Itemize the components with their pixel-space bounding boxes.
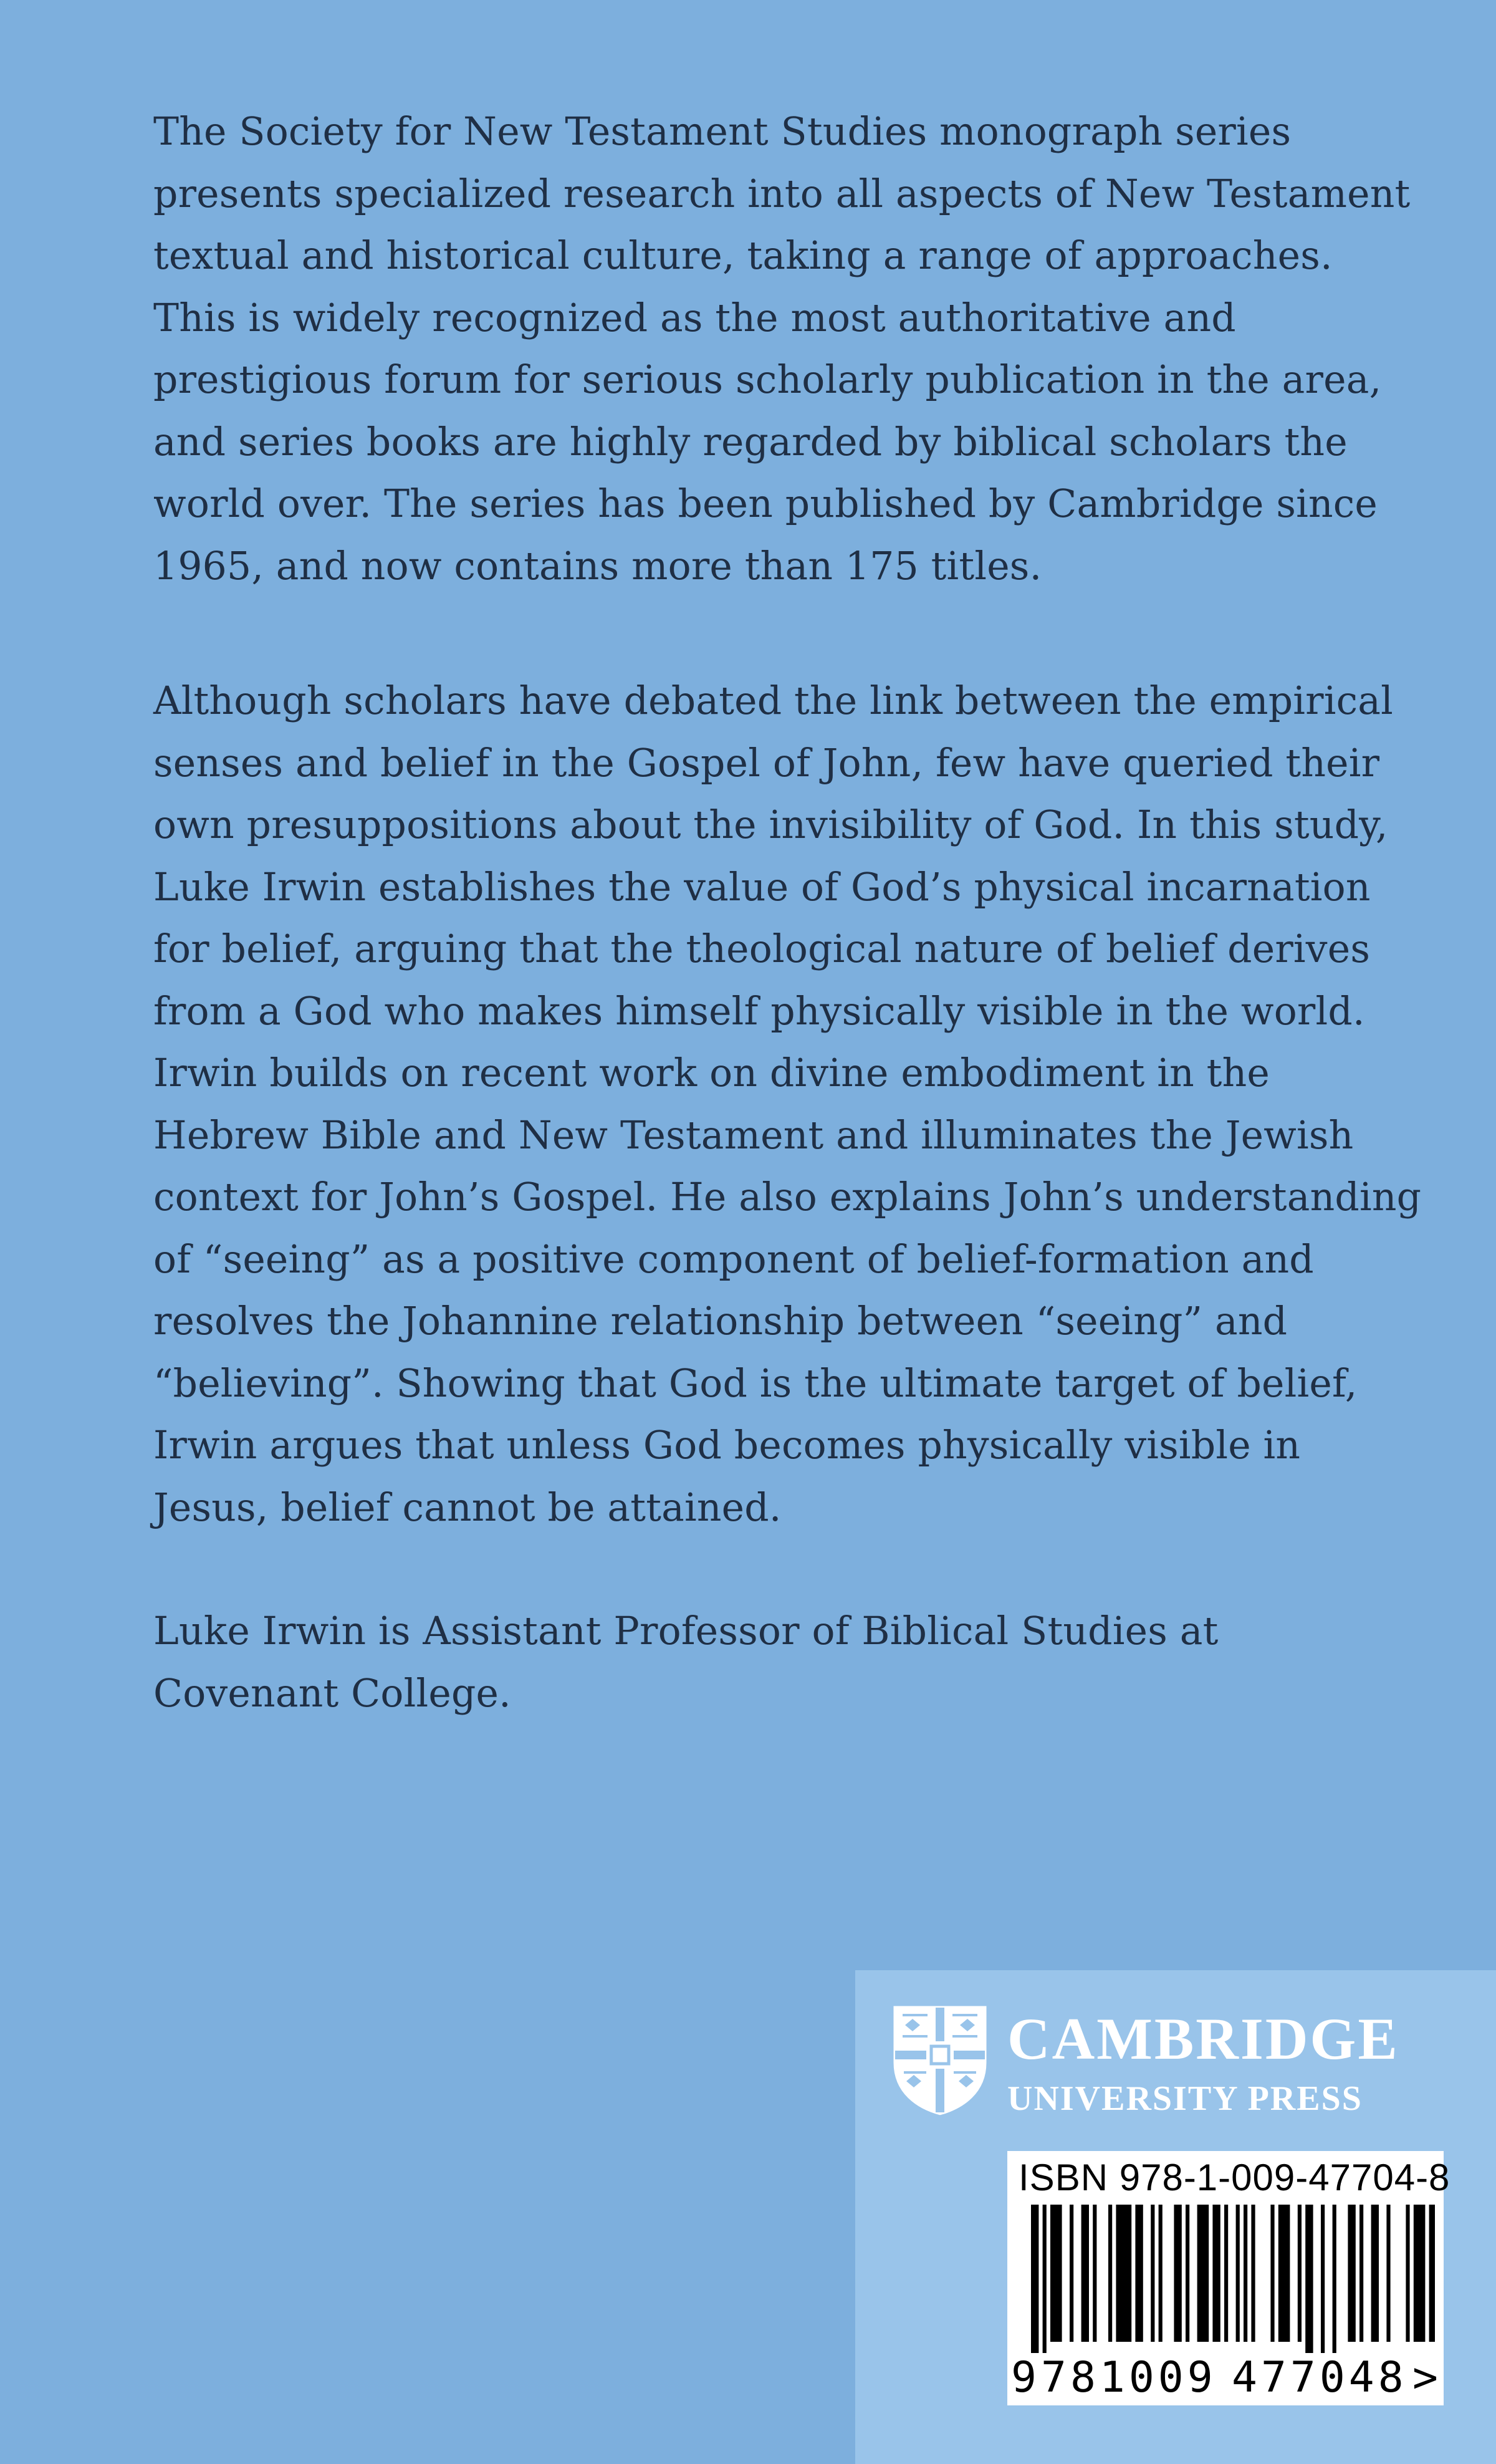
text-line: textual and historical culture, taking a range of approaches.: [153, 233, 1333, 278]
text-line: Irwin builds on recent work on divine embodiment in the: [153, 1051, 1270, 1095]
text-line: “believing”. Showing that God is the ultimate target of belief,: [153, 1360, 1358, 1406]
text-line: for belief, arguing that the theological nature of belief derives: [153, 926, 1371, 971]
cambridge-shield-icon: [890, 2003, 990, 2119]
text-line: senses and belief in the Gospel of John, few have queried their: [153, 740, 1380, 786]
isbn-label: ISBN 978-1-009-47704-8: [1019, 2157, 1450, 2198]
barcode-left-digits: 781009: [1041, 2353, 1217, 2402]
author-bio-paragraph: [153, 1600, 1444, 1725]
text-line: Irwin argues that unless God becomes physically visible in: [153, 1423, 1301, 1468]
barcode-first-digit: 9: [1011, 2353, 1037, 2402]
barcode-arrow: >: [1412, 2353, 1438, 2402]
barcode-bars: [1016, 2205, 1435, 2353]
book-description-paragraph: [153, 670, 1444, 1539]
text-line: 1965, and now contains more than 175 titles.: [153, 543, 1042, 589]
text-line: world over. The series has been published by Cambridge since: [153, 481, 1378, 526]
text-line: Jesus, belief cannot be attained.: [153, 1485, 782, 1530]
isbn-barcode: [1007, 2151, 1450, 2405]
publisher-panel: [855, 1970, 1496, 2464]
series-description-paragraph: [153, 101, 1444, 597]
text-line: and series books are highly regarded by biblical scholars the: [153, 419, 1348, 464]
text-line: resolves the Johannine relationship between “seeing” and: [153, 1299, 1288, 1344]
text-line: context for John’s Gospel. He also explains John’s understanding: [153, 1175, 1422, 1220]
text-line: This is widely recognized as the most authoritative and: [153, 295, 1236, 340]
publisher-subname: UNIVERSITY PRESS: [1007, 2079, 1363, 2118]
text-line: Luke Irwin is Assistant Professor of Biblical Studies at: [153, 1609, 1219, 1653]
publisher-logo: [890, 2003, 1461, 2127]
barcode-right-digits: 477048: [1232, 2353, 1407, 2402]
text-line: Hebrew Bible and New Testament and illuminates the Jewish: [153, 1112, 1354, 1158]
text-line: own presuppositions about the invisibility of God. In this study,: [153, 802, 1388, 847]
text-line: The Society for New Testament Studies monograph series: [153, 109, 1292, 154]
text-line: presents specialized research into all aspects of New Testament: [153, 171, 1411, 216]
text-line: of “seeing” as a positive component of belief-formation and: [153, 1236, 1314, 1282]
text-line: prestigious forum for serious scholarly publication in the area,: [153, 357, 1382, 402]
publisher-wordmark: [1007, 2008, 1399, 2120]
text-line: Luke Irwin establishes the value of God’s physical incarnation: [153, 864, 1371, 910]
publisher-name: CAMBRIDGE: [1007, 2006, 1399, 2072]
text-line: Although scholars have debated the link between the empirical: [153, 678, 1393, 723]
text-line: Covenant College.: [153, 1670, 511, 1716]
text-line: from a God who makes himself physically visible in the world.: [153, 988, 1365, 1034]
